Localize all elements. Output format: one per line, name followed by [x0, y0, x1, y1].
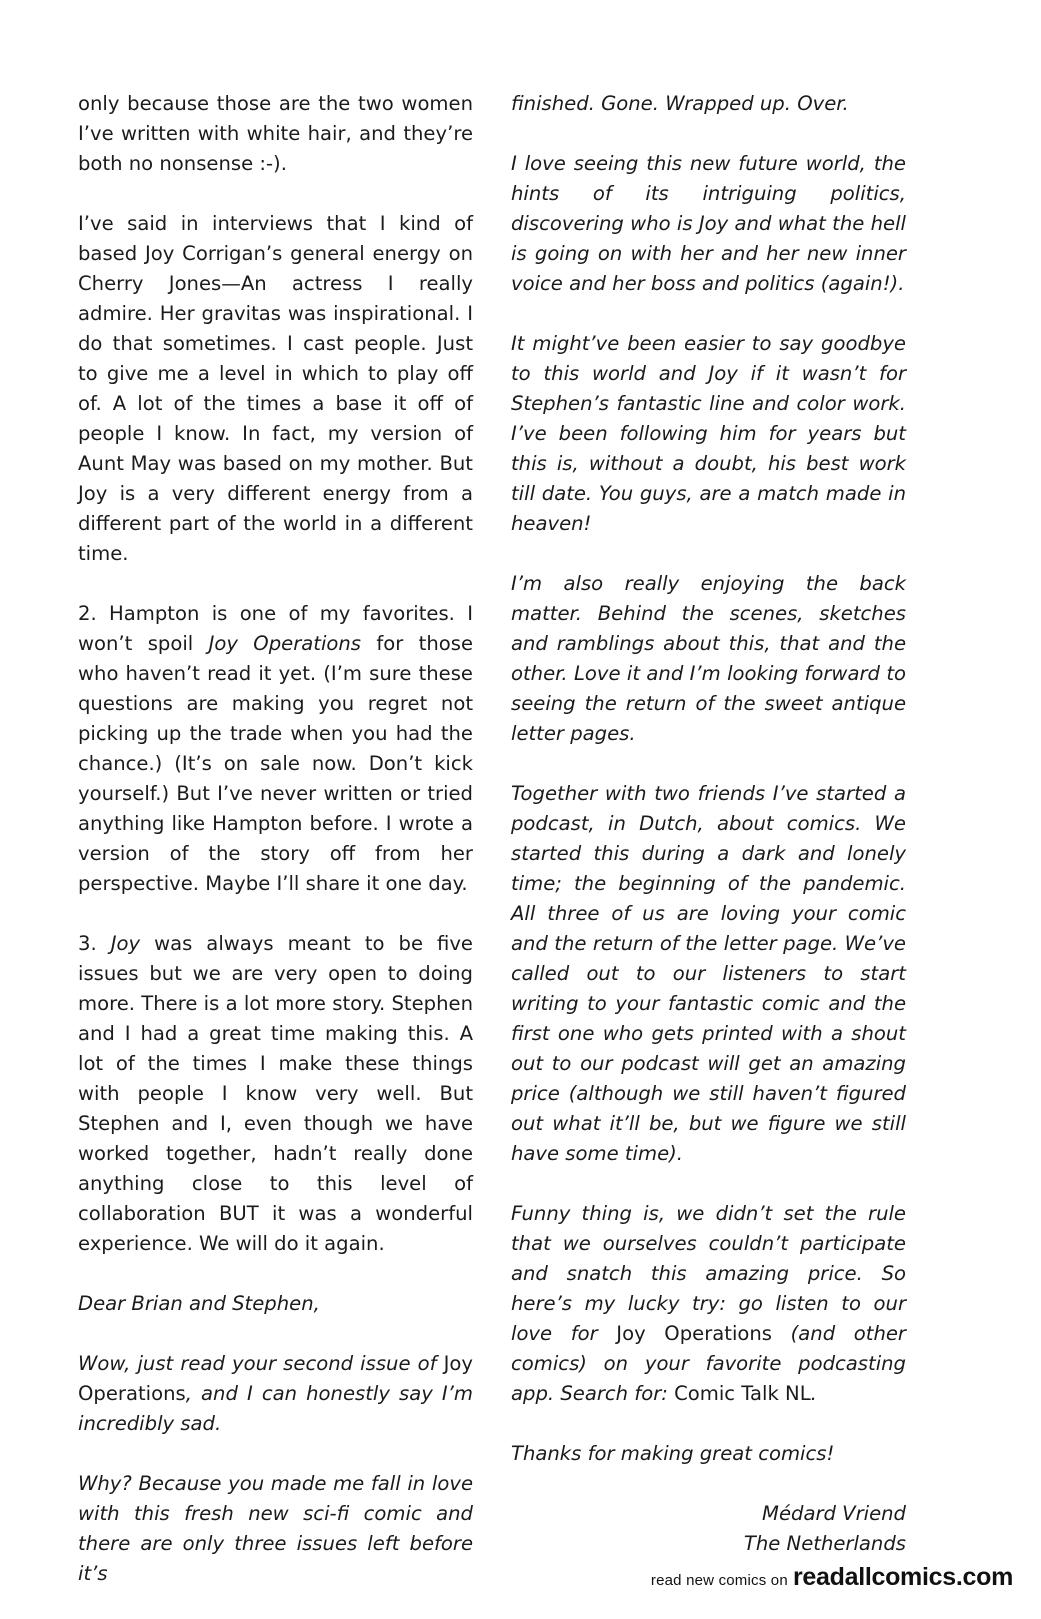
letter-paragraph: I love seeing this new future world, the hints of its intriguing politics, discovering who is Joy and what the hell is going on with her and her new inner voice and her boss and politics (again!). [511, 152, 906, 295]
letter-paragraph [511, 1199, 906, 1409]
signature-name: Médard Vriend [762, 1502, 906, 1525]
paragraph [78, 929, 473, 1259]
left-column [78, 89, 473, 1619]
text: for those who haven’t read it yet. (I’m sure these questions are making you regret not picking up the trade when you had the chance.) (It’s on sale now. Don’t kick yourself.) But I’ve never written or tried anything like Hampton before. I wrote a version of the story off from her perspective. Maybe I’ll share it one day. [78, 632, 474, 895]
letter-paragraph: It might’ve been easier to say goodbye to this world and Joy if it wasn’t for Stephen’s fantastic line and color work. I’ve been following him for years but this is, without a doubt, his best work till date. You guys, are a match made in heaven! [511, 332, 906, 535]
text: 2. Hampton is one of my favorites. I won’t spoil [78, 602, 473, 655]
book-title: Joy Operations [616, 1322, 773, 1345]
paragraph: I’ve said in interviews that I kind of based Joy Corrigan’s general energy on Cherry Jones—An actress I really admire. Her gravitas was inspirational. I do that sometimes. I cast people. Just to give me a level in which to play off of. A lot of the times a base it off of people I know. In fact, my version of Aunt May was based on my mother. But Joy is a very different energy from a different part of the world in a different time. [78, 212, 473, 565]
letter-paragraph: finished. Gone. Wrapped up. Over. [511, 92, 849, 115]
letter-salutation: Dear Brian and Stephen, [78, 1292, 320, 1315]
letter-closing: Thanks for making great comics! [511, 1442, 835, 1465]
paragraph [78, 599, 473, 899]
letter-paragraph [78, 1349, 473, 1439]
text: 3. [78, 932, 111, 955]
text: was always meant to be five issues but we are very open to doing more. There is a lot more story. Stephen and I had a great time making this. A lot of the times I make these things with people I know very well. But Stephen and I, even though we have worked together, hadn’t really done anything close to this level of collaboration BUT it was a wonderful experience. We will do it again. [78, 932, 473, 1255]
right-column [511, 89, 906, 1589]
book-title: Joy [110, 932, 141, 955]
letter-signature [511, 1499, 906, 1559]
footer-small-text: read new comics on [650, 1572, 788, 1589]
text: Wow, just read your second issue of [78, 1352, 444, 1375]
footer-watermark[interactable] [651, 1563, 1013, 1592]
text: , and I can honestly say I’m incredibly sad. [78, 1382, 473, 1435]
book-title: Joy Operations [208, 632, 362, 655]
letter-paragraph: I’m also really enjoying the back matter. Behind the scenes, sketches and ramblings about this, that and the other. Love it and I’m looking forward to seeing the return of the sweet antique letter pages. [511, 572, 906, 745]
text: Funny thing is, we didn’t set the rule that we ourselves couldn’t participate and snatch this amazing price. So here’s my lucky try: go listen to our love for [511, 1202, 906, 1345]
text: . [810, 1382, 817, 1405]
book-title: Joy Operations [78, 1352, 473, 1405]
text: (and other comics) on your favorite podcasting app. Search for: [511, 1322, 906, 1405]
footer-brand-link[interactable]: readallcomics.com [792, 1563, 1013, 1591]
letter-paragraph: Together with two friends I’ve started a podcast, in Dutch, about comics. We started this during a dark and lonely time; the beginning of the pandemic. All three of us are loving your comic and the return of the letter page. We’ve called out to our listeners to start writing to your fantastic comic and the first one who gets printed with a shout out to our podcast will get an amazing price (although we still haven’t figured out what it’ll be, but we figure we still have some time). [511, 782, 906, 1165]
podcast-name: Comic Talk NL [674, 1382, 811, 1405]
signature-location: The Netherlands [743, 1532, 906, 1555]
paragraph: only because those are the two women I’ve written with white hair, and they’re both no nonsense :-). [78, 92, 473, 175]
letter-paragraph: Why? Because you made me fall in love with this fresh new sci-fi comic and there are only three issues left before it’s [78, 1472, 473, 1585]
